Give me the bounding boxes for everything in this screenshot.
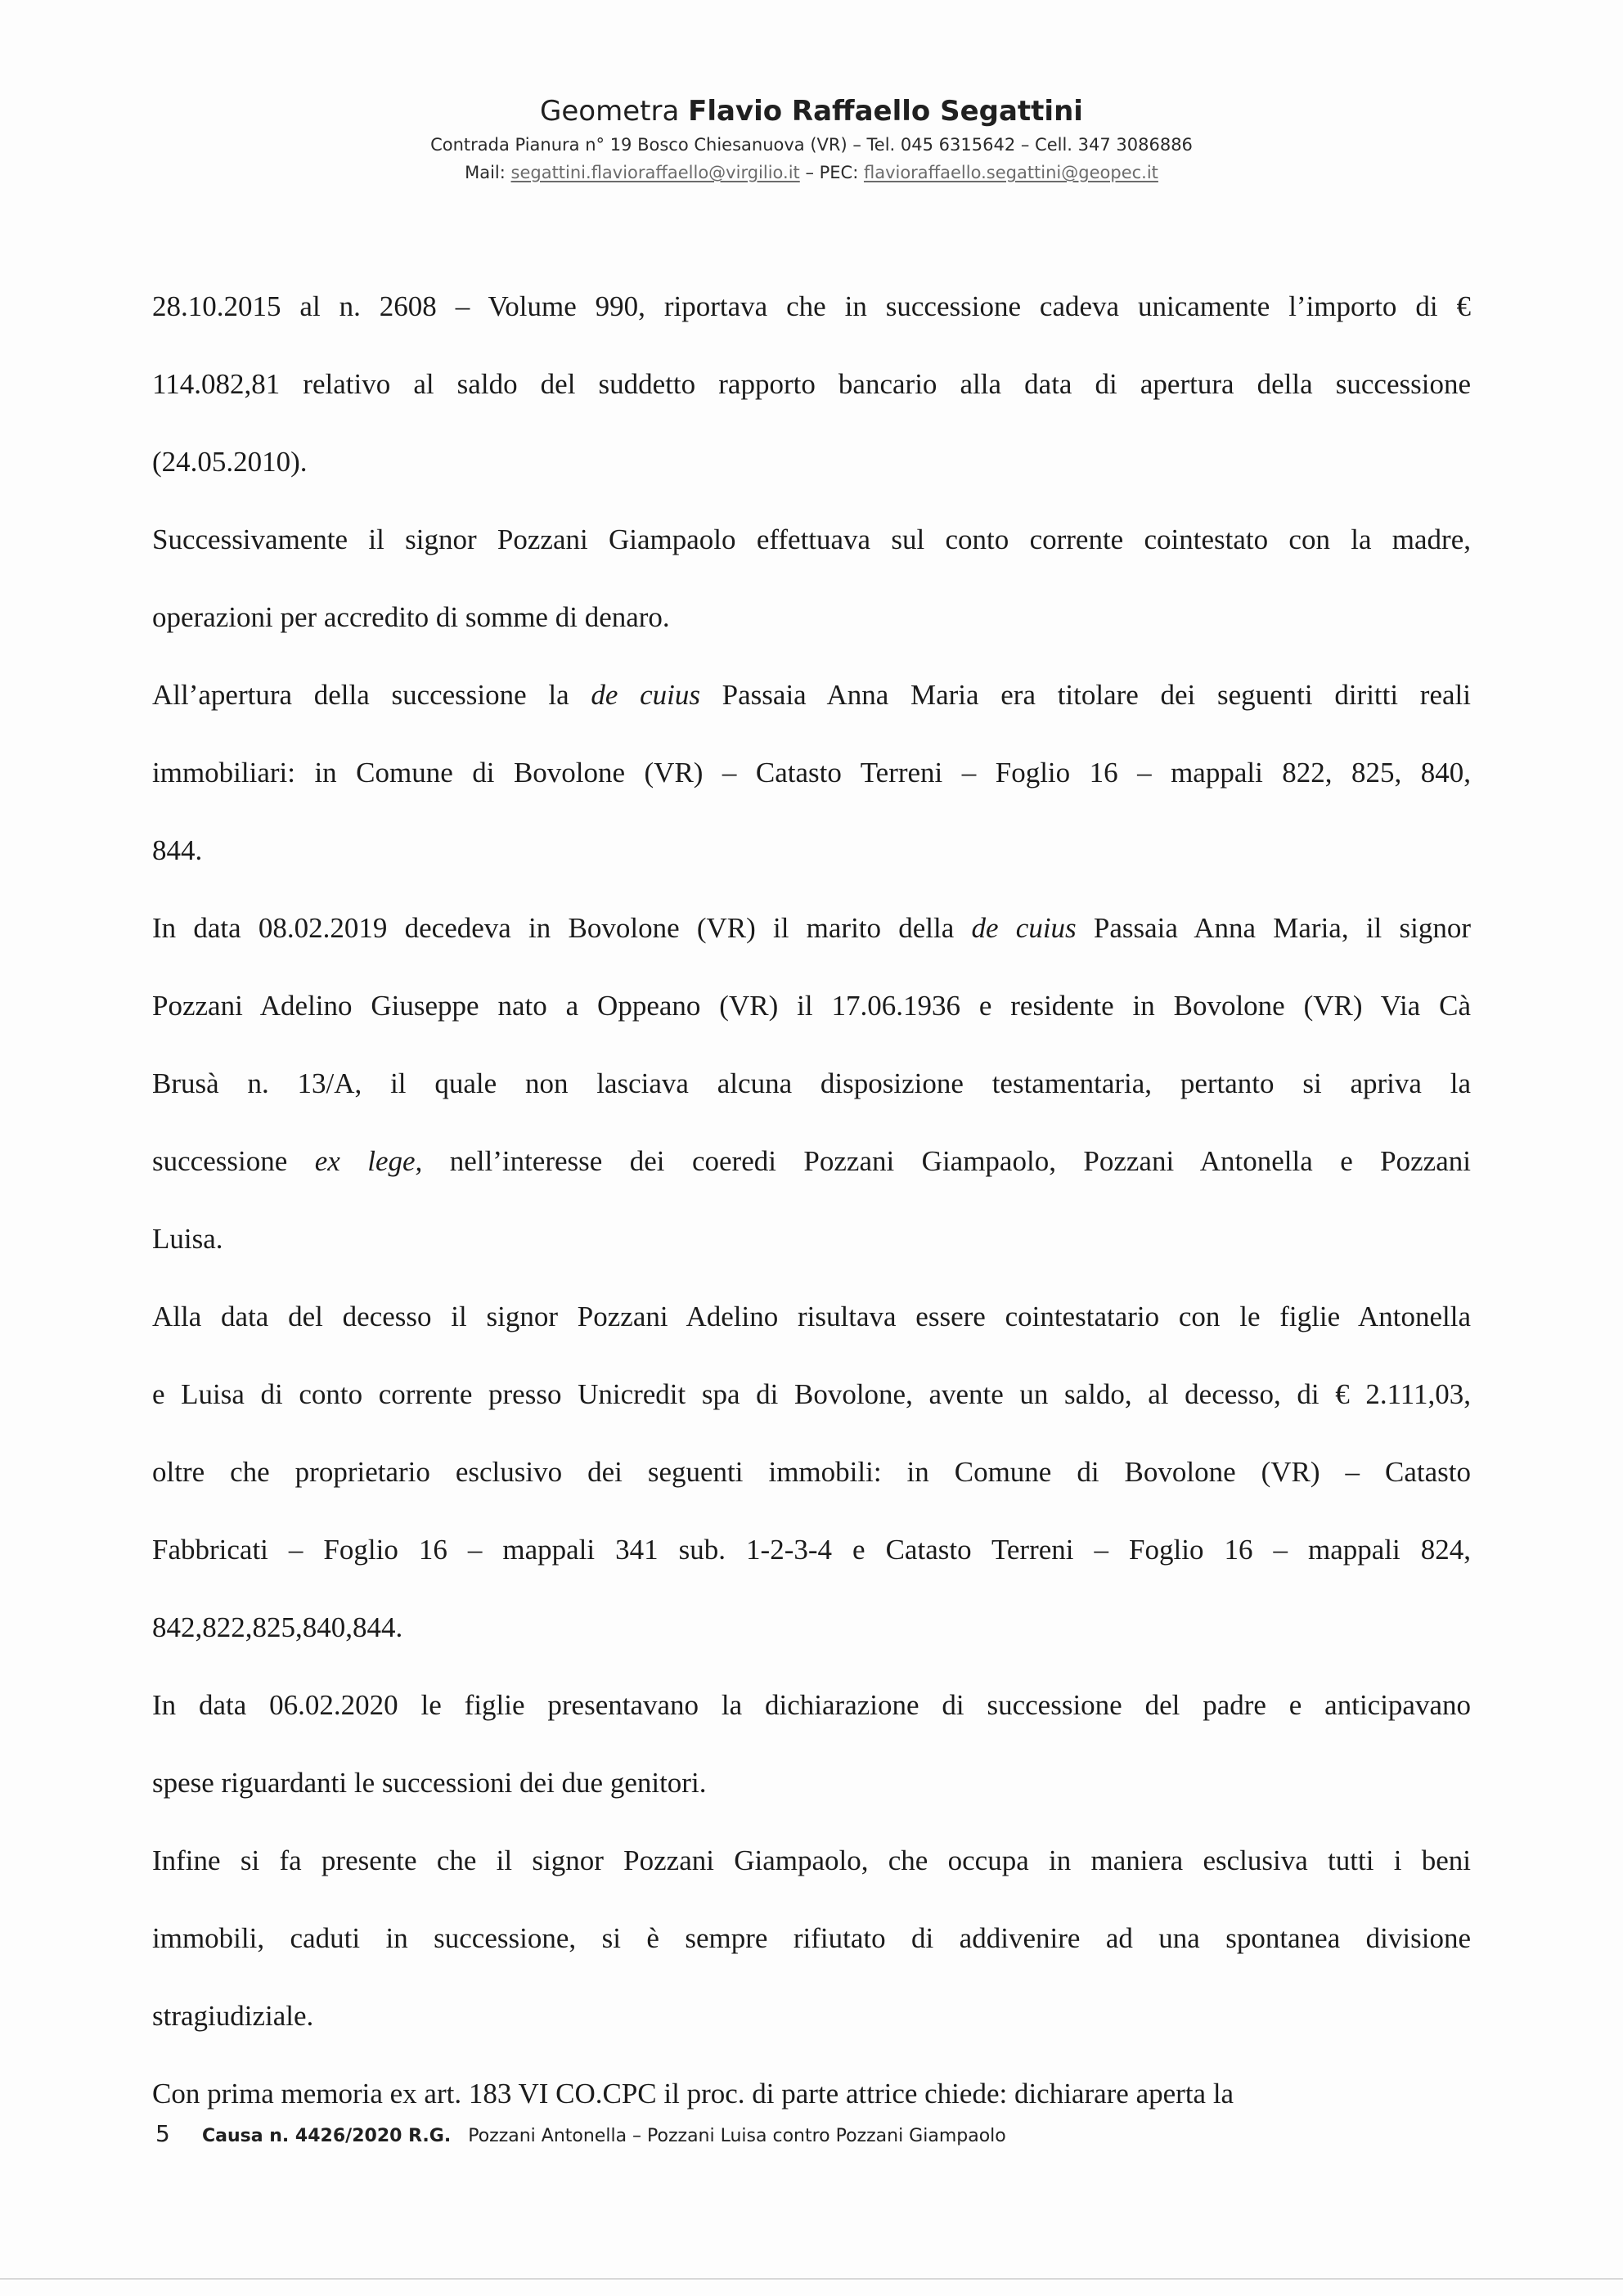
italic-term: de cuius [971, 912, 1077, 944]
text-line: Alla data del decesso il signor Pozzani Adelino risultava essere cointestatario con le figlie Antonella [152, 1301, 1471, 1332]
text-line: (24.05.2010). [152, 446, 308, 478]
letterhead-title [0, 92, 1623, 131]
text-line: spese riguardanti le successioni dei due genitori. [152, 1767, 707, 1799]
text-line: 842,822,825,840,844. [152, 1611, 403, 1643]
paragraph-6 [152, 1666, 1471, 1822]
italic-term: ex lege, [314, 1145, 423, 1177]
text-line: Infine si fa presente che il signor Pozzani Giampaolo, che occupa in maniera esclusiva tutti i beni [152, 1844, 1471, 1876]
mail-label: Mail: [465, 163, 511, 182]
case-parties: Pozzani Antonella – Pozzani Luisa contro Pozzani Giampaolo [468, 2126, 1006, 2146]
case-number: Causa n. 4426/2020 R.G. [202, 2126, 452, 2146]
title-prefix: Geometra [540, 95, 689, 128]
scan-edge-divider [0, 2278, 1623, 2280]
text-run: successione [152, 1145, 315, 1177]
text-line: Luisa. [152, 1223, 223, 1255]
text-run: All’apertura della successione la [152, 679, 591, 711]
text-line: oltre che proprietario esclusivo dei seguenti immobili: in Comune di Bovolone (VR) – Catasto [152, 1456, 1471, 1488]
paragraph-3 [152, 656, 1471, 889]
title-name: Flavio Raffaello Segattini [688, 95, 1083, 128]
text-run: Passaia Anna Maria era titolare dei seguenti diritti reali [699, 679, 1471, 711]
text-line: e Luisa di conto corrente presso Unicredit spa di Bovolone, avente un saldo, al decesso, di € 2.111,03, [152, 1378, 1471, 1410]
text-line: Successivamente il signor Pozzani Giampaolo effettuava sul conto corrente cointestato con la madre, [152, 523, 1471, 555]
page-number: 5 [155, 2120, 170, 2147]
page-footer [155, 2120, 1464, 2147]
pec-link[interactable]: flavioraffaello.segattini@geopec.it [863, 163, 1158, 182]
text-line [152, 1122, 1471, 1200]
text-line: immobili, caduti in successione, si è sempre rifiutato di addivenire ad una spontanea divisione [152, 1922, 1471, 1954]
text-line: Brusà n. 13/A, il quale non lasciava alcuna disposizione testamentaria, pertanto si apriva la [152, 1067, 1471, 1099]
text-run: nell’interesse dei coeredi Pozzani Giampaolo, Pozzani Antonella e Pozzani [422, 1145, 1471, 1177]
text-line: immobiliari: in Comune di Bovolone (VR) – Catasto Terreni – Foglio 16 – mappali 822, 825, 840, [152, 757, 1471, 789]
text-run: In data 08.02.2019 decedeva in Bovolone (VR) il marito della [152, 912, 972, 944]
text-line: 28.10.2015 al n. 2608 – Volume 990, riportava che in successione cadeva unicamente l’importo di € [152, 290, 1471, 322]
text-line: Fabbricati – Foglio 16 – mappali 341 sub. 1-2-3-4 e Catasto Terreni – Foglio 16 – mappali 824, [152, 1534, 1471, 1566]
text-line: 114.082,81 relativo al saldo del suddetto rapporto bancario alla data di apertura della successione [152, 368, 1471, 400]
mail-link[interactable]: segattini.flavioraffaello@virgilio.it [510, 163, 800, 182]
document-body [152, 267, 1471, 2132]
pec-label: – PEC: [799, 163, 864, 182]
text-line: Con prima memoria ex art. 183 VI CO.CPC il proc. di parte attrice chiede: dichiarare aperta la [152, 2078, 1234, 2110]
paragraph-2 [152, 501, 1471, 656]
paragraph-5 [152, 1278, 1471, 1666]
text-line: stragiudiziale. [152, 2000, 314, 2032]
italic-term: de cuius [591, 679, 700, 711]
paragraph-7 [152, 1822, 1471, 2055]
paragraph-4 [152, 889, 1471, 1278]
text-run: Passaia Anna Maria, il signor [1076, 912, 1472, 944]
text-line: In data 06.02.2020 le figlie presentavano la dichiarazione di successione del padre e anticipavano [152, 1689, 1471, 1721]
text-line: Pozzani Adelino Giuseppe nato a Oppeano (VR) il 17.06.1936 e residente in Bovolone (VR) Via Cà [152, 990, 1471, 1022]
text-line [152, 656, 1471, 734]
paragraph-1 [152, 267, 1471, 501]
letterhead-contacts [0, 159, 1623, 186]
text-line [152, 889, 1471, 967]
text-line: 844. [152, 834, 203, 866]
letterhead [0, 92, 1623, 186]
text-line: operazioni per accredito di somme di denaro. [152, 601, 670, 633]
letterhead-address: Contrada Pianura n° 19 Bosco Chiesanuova (VR) – Tel. 045 6315642 – Cell. 347 3086886 [430, 135, 1193, 155]
